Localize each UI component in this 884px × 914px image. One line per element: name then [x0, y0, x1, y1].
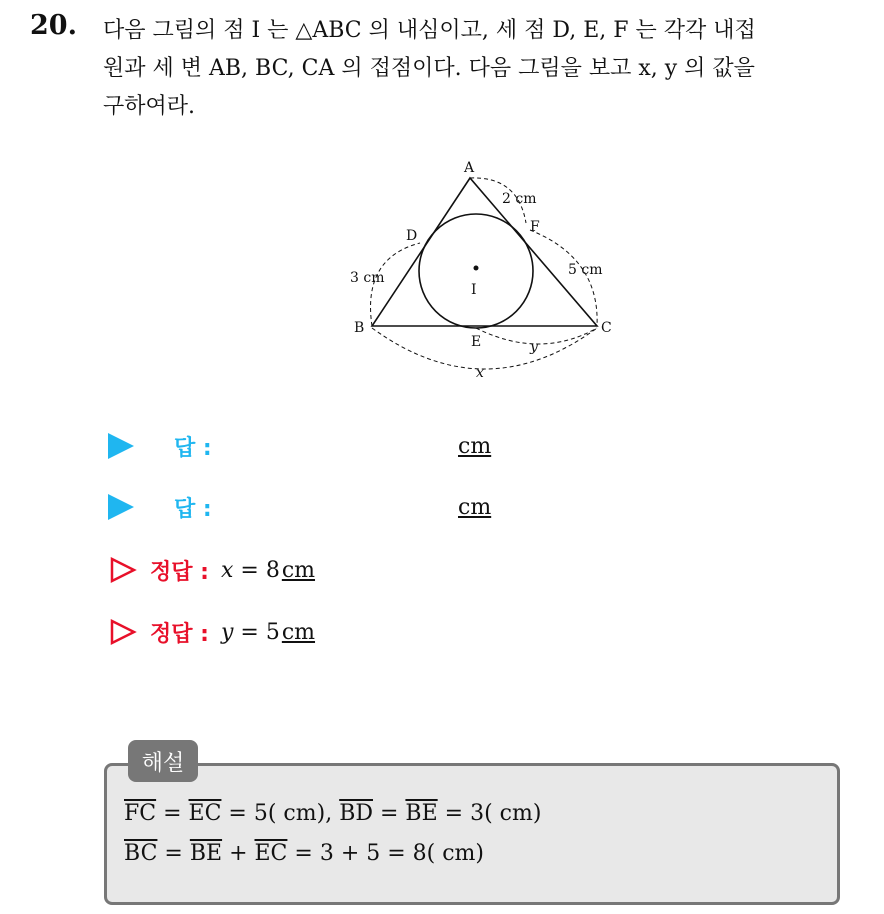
label-y: y [530, 339, 538, 355]
solution-value: x = 8cm [220, 557, 316, 583]
answer-row-1 [108, 428, 528, 464]
label-x: x [476, 365, 484, 381]
incircle-figure [340, 148, 630, 388]
triangle-abc [372, 178, 597, 326]
answer-triangle-icon [108, 494, 134, 520]
solution-label: 정답 : [150, 559, 209, 585]
solution-row-1 [108, 552, 317, 588]
solution-label: 정답 : [150, 621, 209, 647]
answer-label: 답 : [174, 496, 212, 522]
label-i: I [471, 282, 477, 298]
incircle [419, 214, 533, 328]
explanation-box [104, 763, 840, 905]
label-a: A [464, 160, 475, 176]
solution-triangle-icon [108, 555, 138, 585]
label-e: E [471, 334, 482, 350]
answer-triangle-icon [108, 433, 134, 459]
explanation-line-1: $\overline{FC} = \overline{EC} = 5$( cm), $\overline{BD} = \overline{BE} = 3$( cm) [124, 801, 542, 826]
question-line-1: 다음 그림의 점 I 는 △ABC 의 내심이고, 세 점 D, E, F 는 각각 내접 [103, 18, 756, 43]
answer-row-2 [108, 489, 528, 525]
solution-triangle-icon [108, 617, 138, 647]
label-af-length: 2 cm [502, 191, 537, 207]
answer-blank-unit[interactable]: cm [458, 494, 492, 520]
label-f: F [530, 219, 540, 235]
question-line-2: 원과 세 변 AB, BC, CA 의 접점이다. 다음 그림을 보고 x, y 의 값을 [103, 56, 755, 81]
label-bd-length: 3 cm [350, 270, 385, 286]
question-text [103, 12, 873, 126]
solution-row-2 [108, 614, 317, 650]
question-number: 20. [30, 10, 77, 41]
label-c: C [601, 320, 612, 336]
answer-label: 답 : [174, 435, 212, 461]
label-d: D [406, 228, 418, 244]
incenter-point [474, 266, 479, 271]
explanation-tab: 해설 [128, 740, 198, 782]
arc-bc [372, 328, 597, 369]
arc-cf [530, 230, 597, 326]
answer-blank-unit[interactable]: cm [458, 433, 492, 459]
label-cf-length: 5 cm [568, 262, 603, 278]
label-b: B [354, 320, 365, 336]
question-line-3: 구하여라. [103, 94, 196, 119]
explanation-line-2: $\overline{BC} = \overline{BE} + \overline{EC} = 3 + 5 = 8$( cm) [124, 841, 484, 866]
solution-value: y = 5cm [220, 619, 316, 645]
